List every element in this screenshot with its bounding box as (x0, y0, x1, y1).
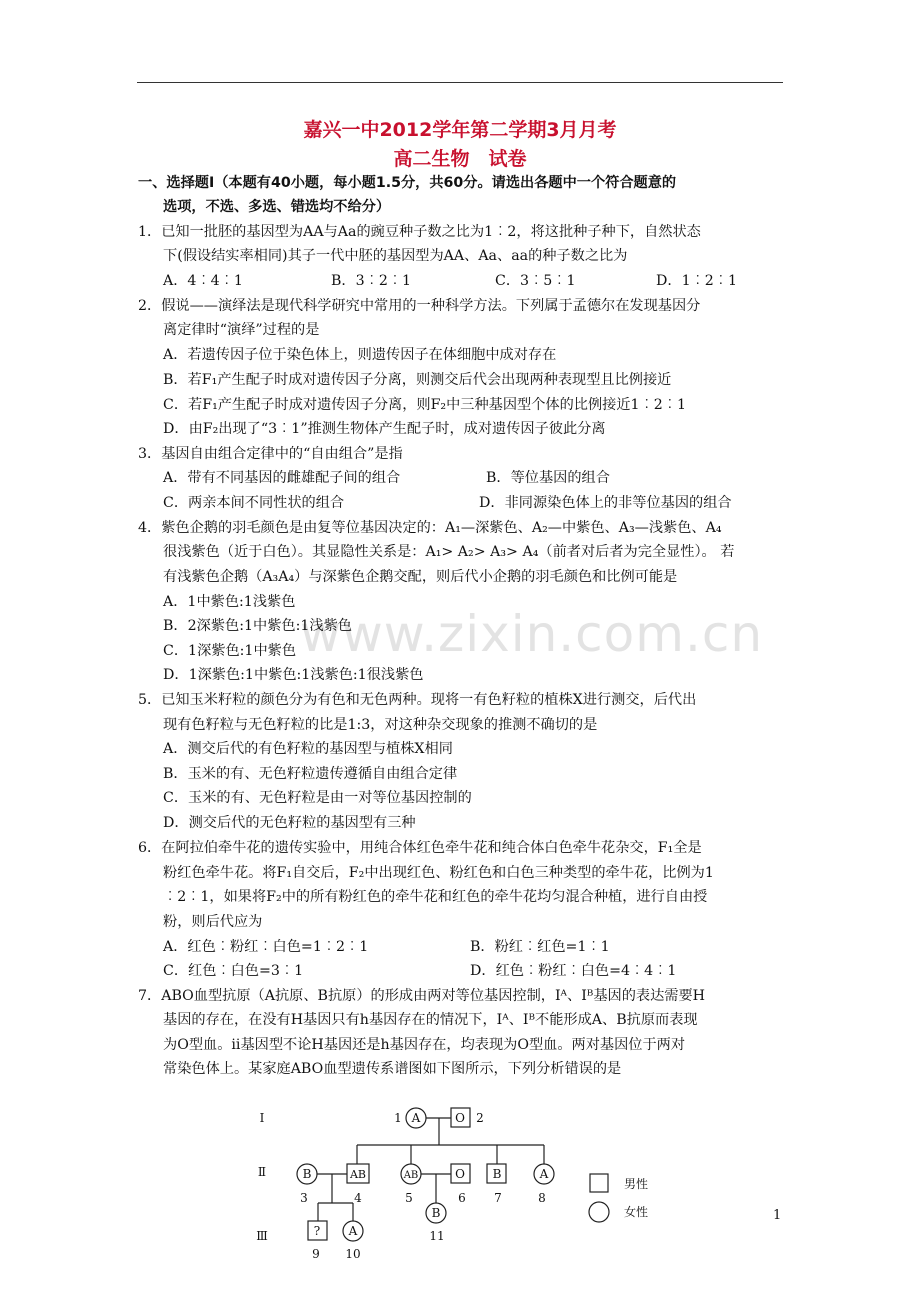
q6-stem-cont2: ︰2︰1，如果将F₂中的所有粉红色的牵牛花和红色的牵牛花均匀混合种植，进行自由授 (163, 889, 708, 905)
gen-label-1: Ⅰ (259, 1111, 265, 1125)
q2-option-b: B．若F₁产生配子时成对遗传因子分离，则测交后代会出现两种表现型且比例接近 (163, 372, 672, 388)
q7-stem-cont: 基因的存在，在没有H基因只有h基因存在的情况下，Iᴬ、Iᴮ不能形成A、B抗原而表现 (163, 1012, 698, 1028)
q2-option-d: D．由F₂出现了“3︰1”推测生物体产生配子时，成对遗传因子彼此分离 (163, 421, 606, 437)
person-4-num: 4 (354, 1191, 362, 1205)
q1-option-b: B．3︰2︰1 (331, 273, 412, 289)
person-3-num: 3 (300, 1191, 308, 1205)
q4-stem-cont: 很浅紫色（近于白色）。其显隐性关系是：A₁> A₂> A₃> A₄（前者对后者为完全显性）。 若 (163, 544, 735, 560)
person-1-num: 1 (394, 1111, 402, 1125)
person-11-blood: B (431, 1206, 441, 1220)
person-1-blood: A (411, 1111, 421, 1125)
q2-stem-cont: 离定律时“演绎”过程的是 (163, 322, 320, 338)
person-2-blood: O (455, 1111, 465, 1125)
legend-male-label: 男性 (624, 1177, 649, 1191)
q4-option-b: B．2深紫色:1中紫色:1浅紫色 (163, 618, 352, 634)
watermark: www.zixin.com.cn (300, 605, 764, 663)
person-10-blood: A (348, 1224, 358, 1238)
q2-option-c: C．若F₁产生配子时成对遗传因子分离，则F₂中三种基因型个体的比例接近1︰2︰1 (163, 397, 687, 413)
q3-option-a: A．带有不同基因的雌雄配子间的组合 (163, 470, 401, 486)
person-6-blood: O (455, 1167, 465, 1181)
person-3-blood: B (302, 1167, 312, 1181)
q2-option-a: A．若遗传因子位于染色体上，则遗传因子在体细胞中成对存在 (163, 347, 557, 363)
q1-option-c: C．3︰5︰1 (495, 273, 576, 289)
person-11-num: 11 (429, 1229, 445, 1243)
person-4-blood: AB (349, 1168, 367, 1181)
q6-option-b: B．粉红︰红色=1︰1 (470, 939, 610, 955)
q6-option-c: C．红色︰白色=3︰1 (163, 963, 304, 979)
gen-label-2: Ⅱ (257, 1165, 267, 1179)
q1-stem: 1．已知一批胚的基因型为AA与Aa的豌豆种子数之比为1︰2，将这批种子种下，自然状态 (138, 224, 701, 240)
q4-option-d: D．1深紫色:1中紫色:1浅紫色:1很浅紫色 (163, 667, 424, 683)
q3-stem: 3．基因自由组合定律中的“自由组合”是指 (138, 446, 403, 462)
q4-option-c: C．1深紫色:1中紫色 (163, 643, 297, 659)
q5-option-c: C．玉米的有、无色籽粒是由一对等位基因控制的 (163, 790, 472, 806)
section-heading: 一、选择题Ⅰ（本题有40小题，每小题1.5分，共60分。请选出各题中一个符合题意的 (138, 175, 677, 191)
page-number: 1 (773, 1208, 782, 1223)
q1-option-a: A．4︰4︰1 (163, 273, 243, 289)
q3-option-c: C．两亲本间不同性状的组合 (163, 495, 345, 511)
q3-option-b: B．等位基因的组合 (486, 470, 610, 486)
q1-option-d: D．1︰2︰1 (656, 273, 738, 289)
q7-stem-cont3: 常染色体上。某家庭ABO血型遗传系谱图如下图所示，下列分析错误的是 (163, 1061, 622, 1077)
q5-option-b: B．玉米的有、无色籽粒遗传遵循自由组合定律 (163, 766, 458, 782)
person-8-num: 8 (538, 1191, 546, 1205)
person-9-blood: ? (313, 1224, 321, 1238)
person-5-num: 5 (405, 1191, 413, 1205)
q4-option-a: A．1中紫色:1浅紫色 (163, 594, 296, 610)
section-heading-cont: 选项，不选、多选、错选均不给分） (163, 199, 391, 215)
q6-option-a: A．红色︰粉红︰白色=1︰2︰1 (163, 939, 369, 955)
q7-stem-cont2: 为O型血。ii基因型不论H基因还是h基因存在，均表现为O型血。两对基因位于两对 (163, 1037, 686, 1053)
exam-subtitle: 高二生物 试卷 (393, 148, 527, 170)
person-5-blood: AB (403, 1170, 419, 1181)
person-7-blood: B (492, 1167, 502, 1181)
person-8-blood: A (539, 1167, 549, 1181)
person-7-num: 7 (494, 1191, 502, 1205)
q6-stem-cont3: 粉，则后代应为 (163, 914, 263, 930)
q2-stem: 2．假说——演绎法是现代科学研究中常用的一种科学方法。下列属于孟德尔在发现基因分 (138, 298, 701, 314)
q4-stem: 4．紫色企鹅的羽毛颜色是由复等位基因决定的：A₁—深紫色、A₂—中紫色、A₃—浅紫色、A₄ (138, 520, 722, 536)
person-10-num: 10 (345, 1247, 361, 1261)
person-6-num: 6 (458, 1191, 466, 1205)
person-2-num: 2 (476, 1111, 484, 1125)
q5-stem-cont: 现有色籽粒与无色籽粒的比是1:3，对这种杂交现象的推测不确切的是 (163, 717, 598, 733)
q6-stem-cont: 粉红色牵牛花。将F₁自交后，F₂中出现红色、粉红色和白色三种类型的牵牛花，比例为1 (163, 865, 714, 881)
q5-stem: 5．已知玉米籽粒的颜色分为有色和无色两种。现将一有色籽粒的植株X进行测交，后代出 (138, 692, 697, 708)
q7-stem: 7．ABO血型抗原（A抗原、B抗原）的形成由两对等位基因控制，Iᴬ、Iᴮ基因的表达需要H (138, 988, 706, 1004)
exam-title: 嘉兴一中2012学年第二学期3月月考 (303, 119, 617, 141)
q5-option-d: D．测交后代的无色籽粒的基因型有三种 (163, 815, 416, 831)
q6-stem: 6．在阿拉伯牵牛花的遗传实验中，用纯合体红色牵牛花和纯合体白色牵牛花杂交，F₁全是 (138, 840, 702, 856)
q3-option-d: D．非同源染色体上的非等位基因的组合 (479, 495, 732, 511)
person-9-num: 9 (312, 1247, 320, 1261)
gen-label-3: Ⅲ (256, 1229, 268, 1243)
q4-stem-cont2: 有浅紫色企鹅（A₃A₄）与深紫色企鹅交配，则后代小企鹅的羽毛颜色和比例可能是 (163, 569, 678, 585)
q5-option-a: A．测交后代的有色籽粒的基因型与植株X相同 (163, 741, 453, 757)
legend-female-label: 女性 (624, 1205, 649, 1219)
q1-stem-cont: 下(假设结实率相同)其子一代中胚的基因型为AA、Aa、aa的种子数之比为 (163, 248, 628, 264)
q6-option-d: D．红色︰粉红︰白色=4︰4︰1 (470, 963, 677, 979)
